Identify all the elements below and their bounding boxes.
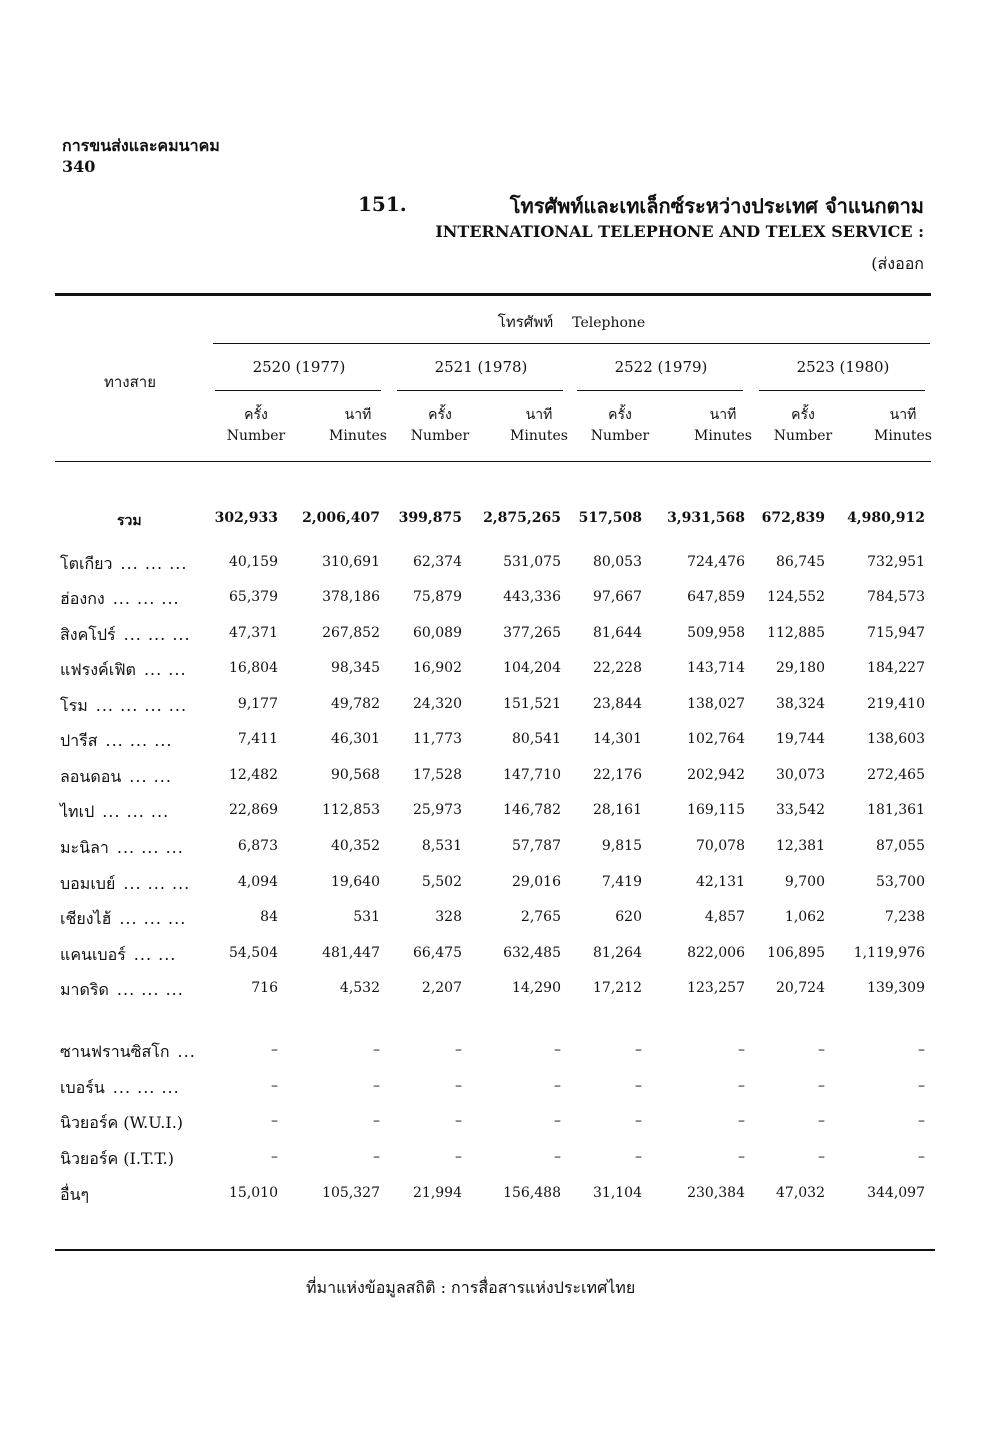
row-label-text: เชียงไฮ้ — [60, 909, 112, 928]
row-label — [60, 587, 180, 612]
table-cell: 47,032 — [776, 1185, 825, 1201]
sub-header-thai: นาที — [889, 407, 917, 423]
row-label — [60, 729, 172, 754]
table-cell: – — [818, 1042, 825, 1058]
table-cell: 81,644 — [593, 625, 642, 641]
table-cell: – — [373, 1113, 380, 1129]
row-label-text: มาดริด — [60, 980, 109, 999]
table-cell: 7,411 — [237, 731, 278, 747]
table-cell: 156,488 — [503, 1185, 561, 1201]
row-label-text: โตเกียว — [60, 554, 113, 573]
row-label — [60, 1147, 174, 1172]
table-cell: 1,119,976 — [853, 945, 925, 961]
row-label — [60, 1076, 180, 1101]
row-label — [60, 658, 187, 683]
row-label — [60, 765, 172, 790]
table-cell: 66,475 — [413, 945, 462, 961]
table-cell: – — [635, 1113, 642, 1129]
table-cell: 138,603 — [867, 731, 925, 747]
table-cell: 47,371 — [229, 625, 278, 641]
table-cell: 20,724 — [776, 980, 825, 996]
table-cell: 151,521 — [503, 696, 561, 712]
row-label-text: สิงคโปร์ — [60, 625, 116, 644]
table-cell: 2,207 — [421, 980, 462, 996]
table-cell: – — [635, 1078, 642, 1094]
table-cell: 9,177 — [237, 696, 278, 712]
page-number: 340 — [62, 157, 96, 176]
table-cell: 49,782 — [331, 696, 380, 712]
row-label-text: ปารีส — [60, 731, 98, 750]
table-cell: 724,476 — [687, 554, 745, 570]
total-cell: 672,839 — [761, 510, 825, 526]
total-cell: 399,875 — [398, 510, 462, 526]
year-header: 2520 (1977) — [252, 358, 346, 376]
table-cell: – — [635, 1149, 642, 1165]
table-cell: 328 — [435, 909, 462, 925]
table-cell: – — [818, 1078, 825, 1094]
row-label-text: แฟรงค์เฟิต — [60, 660, 136, 679]
row-label — [60, 800, 169, 825]
table-cell: 60,089 — [413, 625, 462, 641]
table-cell: 5,502 — [421, 874, 462, 890]
row-label-leader: ... ... ... — [120, 554, 188, 573]
table-cell: 80,053 — [593, 554, 642, 570]
row-label-text: ซานฟรานซิสโก — [60, 1042, 170, 1061]
table-cell: 40,159 — [229, 554, 278, 570]
group-header-thai: โทรศัพท์ — [497, 313, 554, 331]
row-label-text: นิวยอร์ค (I.T.T.) — [60, 1149, 174, 1168]
table-cell: 620 — [615, 909, 642, 925]
row-label-leader: ... ... — [143, 660, 187, 679]
table-cell: – — [738, 1078, 745, 1094]
row-label-leader: ... ... — [129, 767, 172, 786]
table-cell: 11,773 — [413, 731, 462, 747]
row-label — [60, 552, 187, 577]
table-cell: 16,902 — [413, 660, 462, 676]
table-cell: – — [554, 1113, 561, 1129]
table-cell: 46,301 — [331, 731, 380, 747]
table-cell: 86,745 — [776, 554, 825, 570]
group-header — [213, 310, 930, 334]
table-cell: 531 — [353, 909, 380, 925]
table-number: 151. — [358, 192, 407, 216]
table-cell: 481,447 — [322, 945, 380, 961]
table-cell: 104,204 — [503, 660, 561, 676]
table-cell: 22,228 — [593, 660, 642, 676]
table-cell: 40,352 — [331, 838, 380, 854]
row-label-text: โรม — [60, 696, 88, 715]
total-cell: 2,875,265 — [483, 510, 561, 526]
table-cell: 647,859 — [687, 589, 745, 605]
table-cell: 443,336 — [503, 589, 561, 605]
table-cell: 29,016 — [512, 874, 561, 890]
table-cell: 1,062 — [784, 909, 825, 925]
table-cell: 139,309 — [867, 980, 925, 996]
row-label-leader: ... ... ... — [112, 589, 180, 608]
row-label-leader: ... ... ... — [116, 980, 184, 999]
sub-header-english: Minutes — [510, 428, 568, 444]
sub-header-thai: นาที — [344, 407, 372, 423]
table-cell: 822,006 — [687, 945, 745, 961]
table-cell: 7,238 — [884, 909, 925, 925]
table-cell: 112,885 — [767, 625, 825, 641]
row-label — [60, 978, 184, 1003]
section-header: การขนส่งและคมนาคม — [62, 136, 220, 155]
title-thai: โทรศัพท์และเทเล็กซ์ระหว่างประเทศ จำแนกตาม — [509, 194, 924, 218]
source-note: ที่มาแห่งข้อมูลสถิติ : การสื่อสารแห่งประเทศไทย — [306, 1278, 636, 1297]
table-cell: 19,744 — [776, 731, 825, 747]
row-label — [60, 943, 176, 968]
table-cell: 31,104 — [593, 1185, 642, 1201]
year-rule — [759, 390, 925, 391]
table-cell: 80,541 — [512, 731, 561, 747]
row-label-text: อื่นๆ — [60, 1185, 90, 1204]
table-cell: – — [918, 1042, 925, 1058]
table-cell: 181,361 — [867, 802, 925, 818]
table-cell: 57,787 — [512, 838, 561, 854]
row-label-leader: ... ... ... — [116, 838, 184, 857]
row-label — [60, 1040, 196, 1065]
sub-header-english: Minutes — [329, 428, 387, 444]
row-label-leader: ... ... ... — [123, 625, 191, 644]
table-cell: – — [271, 1149, 278, 1165]
table-cell: – — [373, 1042, 380, 1058]
row-label-leader: ... ... ... ... — [95, 696, 188, 715]
table-cell: 42,131 — [696, 874, 745, 890]
table-cell: – — [455, 1078, 462, 1094]
table-cell: 143,714 — [687, 660, 745, 676]
row-label-text: แคนเบอร์ — [60, 945, 126, 964]
row-label — [60, 872, 190, 897]
row-label-text: ลอนดอน — [60, 767, 122, 786]
row-label — [60, 694, 187, 719]
title-english: INTERNATIONAL TELEPHONE AND TELEX SERVICE : — [435, 222, 924, 241]
row-label — [60, 1111, 183, 1136]
sub-header-english: Minutes — [694, 428, 752, 444]
top-rule — [55, 293, 931, 296]
total-cell: 302,933 — [214, 510, 278, 526]
table-cell: 184,227 — [867, 660, 925, 676]
row-label-leader: ... ... — [133, 945, 177, 964]
sub-header-english: Number — [773, 428, 833, 444]
table-cell: 23,844 — [593, 696, 642, 712]
table-cell: 8,531 — [421, 838, 462, 854]
table-cell: 33,542 — [776, 802, 825, 818]
table-cell: 7,419 — [601, 874, 642, 890]
sub-header-english: Number — [410, 428, 470, 444]
table-cell: 14,290 — [512, 980, 561, 996]
table-cell: – — [271, 1113, 278, 1129]
table-cell: 716 — [251, 980, 278, 996]
row-label-text: บอมเบย์ — [60, 874, 116, 893]
table-cell: 12,381 — [776, 838, 825, 854]
table-cell: 344,097 — [867, 1185, 925, 1201]
table-cell: – — [738, 1113, 745, 1129]
row-label-text: ฮ่องกง — [60, 589, 105, 608]
row-label-leader: ... ... ... — [105, 731, 173, 750]
table-cell: – — [455, 1042, 462, 1058]
year-header: 2522 (1979) — [614, 358, 708, 376]
table-cell: 219,410 — [867, 696, 925, 712]
table-cell: – — [635, 1042, 642, 1058]
total-cell: 4,980,912 — [847, 510, 925, 526]
row-label-leader: ... ... ... — [119, 909, 187, 928]
year-header: 2523 (1980) — [796, 358, 890, 376]
sub-header-english: Number — [226, 428, 286, 444]
table-cell: 17,212 — [593, 980, 642, 996]
header-bottom-rule — [55, 461, 931, 462]
sub-header-thai: ครั้ง — [428, 407, 452, 423]
table-cell: 267,852 — [322, 625, 380, 641]
year-rule — [577, 390, 743, 391]
table-cell: 9,815 — [601, 838, 642, 854]
table-cell: 12,482 — [229, 767, 278, 783]
table-cell: – — [554, 1149, 561, 1165]
table-cell: 4,857 — [704, 909, 745, 925]
table-cell: 6,873 — [237, 838, 278, 854]
table-cell: 105,327 — [322, 1185, 380, 1201]
table-cell: 146,782 — [503, 802, 561, 818]
table-cell: 509,958 — [687, 625, 745, 641]
table-cell: 310,691 — [322, 554, 380, 570]
table-cell: 16,804 — [229, 660, 278, 676]
sub-header-thai: ครั้ง — [791, 407, 815, 423]
table-cell: 62,374 — [413, 554, 462, 570]
table-cell: 138,027 — [687, 696, 745, 712]
table-cell: 25,973 — [413, 802, 462, 818]
row-label-leader: ... — [177, 1042, 196, 1061]
table-cell: 4,532 — [339, 980, 380, 996]
row-label-leader: ... ... ... — [102, 802, 170, 821]
table-cell: – — [554, 1078, 561, 1094]
table-cell: – — [271, 1042, 278, 1058]
table-cell: 98,345 — [331, 660, 380, 676]
table-cell: 87,055 — [876, 838, 925, 854]
table-cell: – — [918, 1078, 925, 1094]
table-cell: – — [373, 1078, 380, 1094]
table-cell: 17,528 — [413, 767, 462, 783]
sub-header-thai: ครั้ง — [608, 407, 632, 423]
row-label-text: ไทเป — [60, 802, 95, 821]
table-cell: 123,257 — [687, 980, 745, 996]
total-cell: 3,931,568 — [667, 510, 745, 526]
total-label: รวม — [117, 513, 142, 529]
table-cell: 38,324 — [776, 696, 825, 712]
table-cell: 378,186 — [322, 589, 380, 605]
sub-header-thai: ครั้ง — [244, 407, 268, 423]
total-cell: 2,006,407 — [302, 510, 380, 526]
row-header-label: ทางสาย — [104, 373, 157, 391]
table-cell: 272,465 — [867, 767, 925, 783]
table-cell: 30,073 — [776, 767, 825, 783]
table-cell: 147,710 — [503, 767, 561, 783]
table-cell: – — [554, 1042, 561, 1058]
year-rule — [397, 390, 563, 391]
row-label-leader: ... ... ... — [112, 1078, 180, 1097]
table-cell: 784,573 — [867, 589, 925, 605]
row-label-leader: ... ... ... — [123, 874, 191, 893]
sub-header-english: Number — [590, 428, 650, 444]
table-cell: 29,180 — [776, 660, 825, 676]
table-cell: 124,552 — [767, 589, 825, 605]
row-label-text: เบอร์น — [60, 1078, 105, 1097]
table-cell: 202,942 — [687, 767, 745, 783]
sub-header-thai: นาที — [525, 407, 553, 423]
table-cell: – — [918, 1149, 925, 1165]
table-cell: 65,379 — [229, 589, 278, 605]
row-label-text: นิวยอร์ค (W.U.I.) — [60, 1113, 184, 1132]
table-cell: – — [818, 1113, 825, 1129]
table-cell: 22,869 — [229, 802, 278, 818]
table-cell: 15,010 — [229, 1185, 278, 1201]
row-label — [60, 907, 186, 932]
table-cell: 377,265 — [503, 625, 561, 641]
table-cell: 70,078 — [696, 838, 745, 854]
row-label — [60, 1183, 89, 1208]
table-cell: 531,075 — [503, 554, 561, 570]
bottom-rule — [55, 1249, 935, 1251]
table-cell: 9,700 — [784, 874, 825, 890]
table-cell: 2,765 — [520, 909, 561, 925]
table-cell: 53,700 — [876, 874, 925, 890]
table-cell: 732,951 — [867, 554, 925, 570]
year-header: 2521 (1978) — [434, 358, 528, 376]
table-cell: 75,879 — [413, 589, 462, 605]
row-label — [60, 623, 191, 648]
table-cell: 4,094 — [237, 874, 278, 890]
table-cell: – — [738, 1042, 745, 1058]
table-cell: 19,640 — [331, 874, 380, 890]
table-cell: 54,504 — [229, 945, 278, 961]
table-cell: – — [373, 1149, 380, 1165]
table-cell: 22,176 — [593, 767, 642, 783]
table-cell: 90,568 — [331, 767, 380, 783]
table-cell: 84 — [260, 909, 278, 925]
table-cell: – — [455, 1149, 462, 1165]
table-cell: 21,994 — [413, 1185, 462, 1201]
table-cell: 28,161 — [593, 802, 642, 818]
year-rule — [215, 390, 381, 391]
row-label-text: มะนิลา — [60, 838, 109, 857]
sub-header-thai: นาที — [709, 407, 737, 423]
table-cell: 102,764 — [687, 731, 745, 747]
group-rule — [213, 343, 930, 344]
row-label — [60, 836, 184, 861]
table-cell: – — [738, 1149, 745, 1165]
table-cell: 632,485 — [503, 945, 561, 961]
table-cell: 106,895 — [767, 945, 825, 961]
table-cell: 112,853 — [322, 802, 380, 818]
table-cell: 230,384 — [687, 1185, 745, 1201]
table-cell: – — [271, 1078, 278, 1094]
group-header-english: Telephone — [572, 315, 646, 331]
table-cell: – — [455, 1113, 462, 1129]
sub-header-english: Minutes — [874, 428, 932, 444]
table-cell: – — [818, 1149, 825, 1165]
table-cell: – — [918, 1113, 925, 1129]
table-cell: 169,115 — [687, 802, 745, 818]
table-cell: 81,264 — [593, 945, 642, 961]
subtitle-thai: (ส่งออก — [871, 254, 924, 273]
table-cell: 14,301 — [593, 731, 642, 747]
total-cell: 517,508 — [578, 510, 642, 526]
table-cell: 715,947 — [867, 625, 925, 641]
table-cell: 97,667 — [593, 589, 642, 605]
table-cell: 24,320 — [413, 696, 462, 712]
